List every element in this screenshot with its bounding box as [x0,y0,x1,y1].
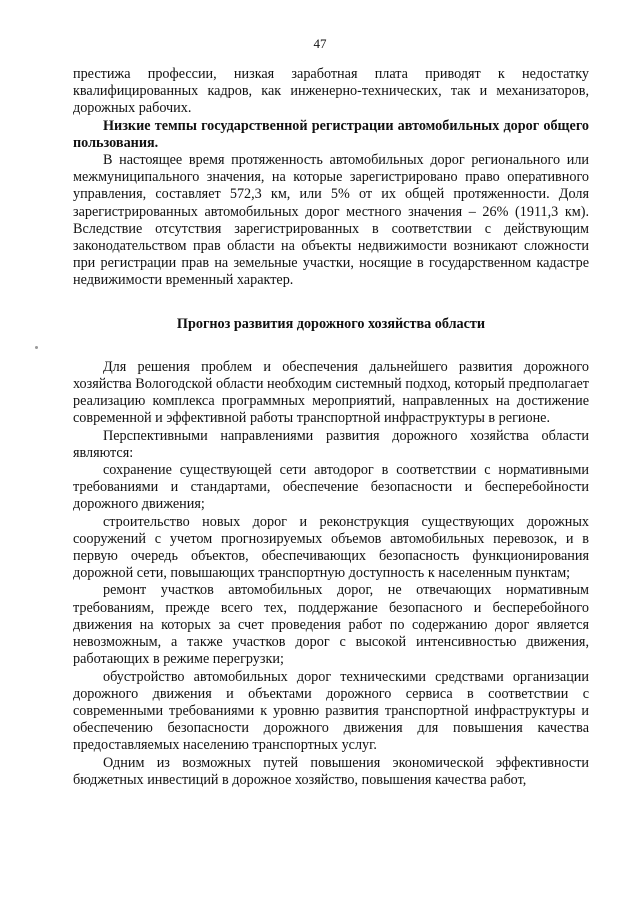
list-item-repair: ремонт участков автомобильных дорог, не отвечающих нормативным требованиям, прежде всего тех, поддержание безопасного и бесперебойного движения на которых за счет проведения работ по содержанию дорог является невозможным, а также участков дорог с высокой интенсивностью движения, работающих в режиме перегрузки; [73,582,589,668]
list-item-construction: строительство новых дорог и реконструкция существующих дорожных сооружений с учетом прогнозируемых объемов автомобильных перевозок, и в первую очередь объектов, обеспечивающих безопасность функционирования дорожной сети, повышающих транспортную доступность к населенным пунктам; [73,513,589,582]
paragraph-directions-intro: Перспективными направлениями развития дорожного хозяйства области являются: [73,427,589,461]
paragraph-registration: В настоящее время протяженность автомобильных дорог регионального или межмуниципального значения, на которые зарегистрировано право оперативного управления, составляет 572,3 км, или 5% от их общей протяженности. Доля зарегистрированных автомобильных дорог местного значения – 26% (1911,3 км). Вследствие отсутствия зарегистрированных в соответствии с действующим законодательством прав области на объекты недвижимости возникают сложности при регистрации прав на земельные участки, носящие в государственном кадастре недвижимости временный характер. [73,152,589,289]
scan-dot-mark [35,346,38,349]
list-item-equipment: обустройство автомобильных дорог техническими средствами организации дорожного движения и объектами дорожного сервиса в соответствии с современными требованиями к уровню развития транспортной инфраструктуры и обеспечению безопасности дорожного движения для повышения качества предоставляемых населению транспортных услуг. [73,668,589,754]
section-heading: Прогноз развития дорожного хозяйства области [176,315,486,332]
paragraph-bold-subheading: Низкие темпы государственной регистрации автомобильных дорог общего пользования. [73,117,589,151]
document-body [73,66,589,789]
paragraph-system-approach: Для решения проблем и обеспечения дальнейшего развития дорожного хозяйства Вологодской области необходим системный подход, который предполагает реализацию комплекса программных мероприятий, направленных на достижение современной и эффективной работы транспортной инфраструктуры в регионе. [73,358,589,427]
paragraph-efficiency: Одним из возможных путей повышения экономической эффективности бюджетных инвестиций в дорожное хозяйство, повышения качества работ, [73,754,589,788]
paragraph-continuation: престижа профессии, низкая заработная плата приводят к недостатку квалифицированных кадров, как инженерно-технических, так и механизаторов, дорожных рабочих. [73,66,589,117]
list-item-preservation: сохранение существующей сети автодорог в соответствии с нормативными требованиями и стандартами, обеспечение безопасности и бесперебойности дорожного движения; [73,462,589,513]
page-number: 47 [313,36,327,51]
